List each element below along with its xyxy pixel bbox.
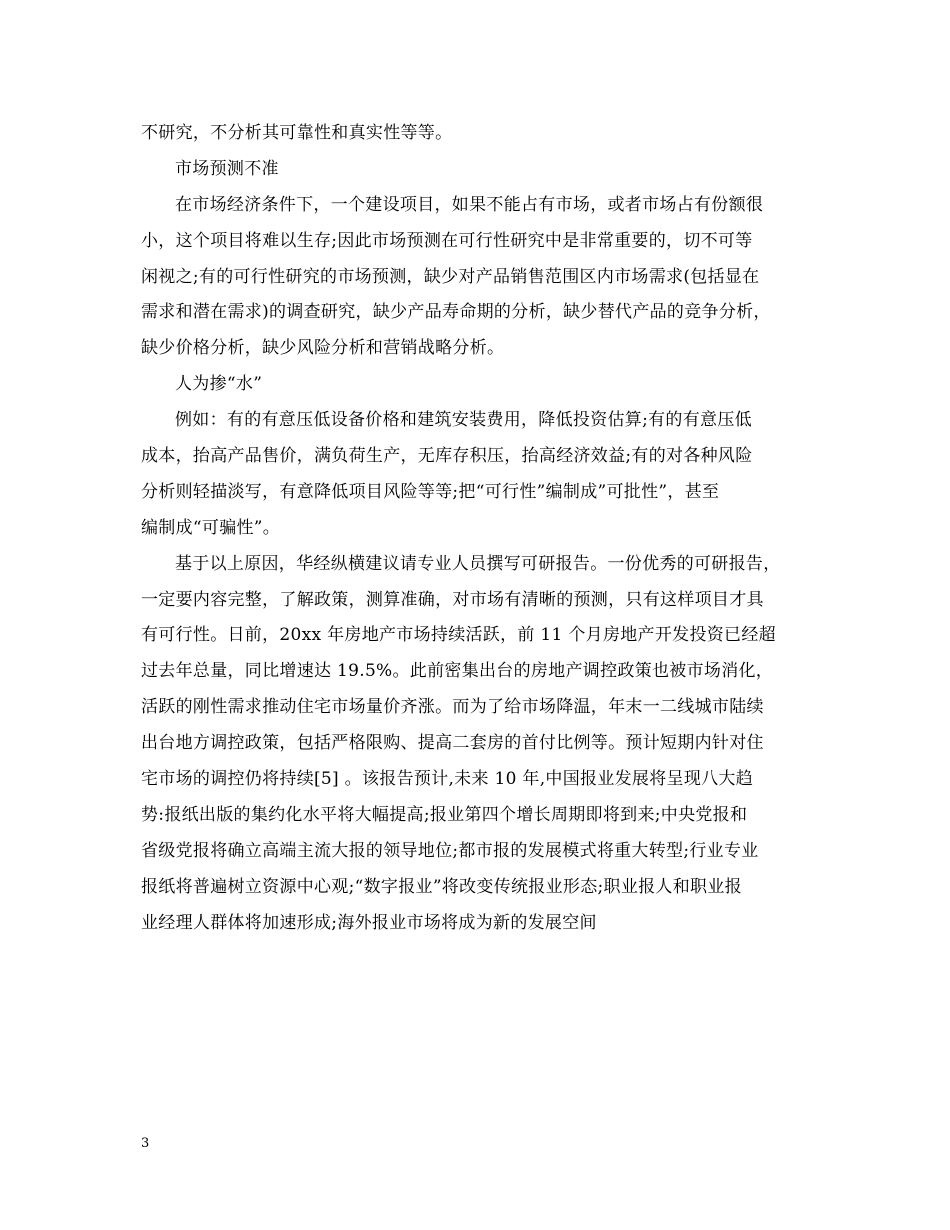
text-line: 活跃的刚性需求推动住宅市场量价齐涨。而为了给市场降温，年末一二线城市陆续 xyxy=(141,697,764,718)
text-line: 小，这个项目将难以生存;因此市场预测在可行性研究中是非常重要的，切不可等 xyxy=(141,230,753,251)
text-line: 出台地方调控政策，包括严格限购、提高二套房的首付比例等。预计短期内针对住 xyxy=(141,733,764,754)
text-line: 过去年总量，同比增速达 19.5%。此前密集出台的房地产调控政策也被市场消化， xyxy=(141,661,774,682)
text-line: 基于以上原因，华经纵横建议请专业人员撰写可研报告。一份优秀的可研报告， xyxy=(175,553,781,574)
page-number: 3 xyxy=(141,1136,150,1151)
text-line: 人为掺“水” xyxy=(175,374,263,395)
text-line: 需求和潜在需求)的调查研究，缺少产品寿命期的分析，缺少替代产品的竞争分析， xyxy=(141,302,771,323)
text-line: 例如：有的有意压低设备价格和建筑安装费用，降低投资估算;有的有意压低 xyxy=(175,410,752,431)
text-line: 在市场经济条件下，一个建设项目，如果不能占有市场，或者市场占有份额很 xyxy=(175,194,764,215)
text-line: 分析则轻描淡写，有意降低项目风险等等;把“可行性”编制成”可批性”，甚至 xyxy=(141,481,720,502)
text-line: 闲视之;有的可行性研究的市场预测，缺少对产品销售范围区内市场需求(包括显在 xyxy=(141,266,760,287)
text-line: 有可行性。日前，20xx 年房地产市场持续活跃，前 11 个月房地产开发投资已经超 xyxy=(141,625,776,646)
text-line: 势:报纸出版的集约化水平将大幅提高;报业第四个增长周期即将到来;中央党报和 xyxy=(141,804,748,825)
text-line: 一定要内容完整，了解政策，测算准确，对市场有清晰的预测，只有这样项目才具 xyxy=(141,589,764,610)
text-line: 缺少价格分析，缺少风险分析和营销战略分析。 xyxy=(141,338,505,359)
text-line: 不研究，不分析其可靠性和真实性等等。 xyxy=(141,123,453,143)
text-line: 成本，抬高产品售价，满负荷生产，无库存积压，抬高经济效益;有的对各种风险 xyxy=(141,446,753,467)
text-line: 省级党报将确立高端主流大报的领导地位;都市报的发展模式将重大转型;行业专业 xyxy=(141,840,759,861)
body-text xyxy=(141,116,817,941)
text-line: 报纸将普遍树立资源中心观;“数字报业”将改变传统报业形态;职业报人和职业报 xyxy=(141,876,742,897)
text-line: 市场预测不准 xyxy=(175,158,279,179)
text-line: 业经理人群体将加速形成;海外报业市场将成为新的发展空间 xyxy=(141,912,597,933)
text-line: 编制成“可骗性”。 xyxy=(141,517,281,538)
text-line: 宅市场的调控仍将持续[5] 。该报告预计,未来 10 年,中国报业发展将呈现八大趋 xyxy=(141,769,754,790)
